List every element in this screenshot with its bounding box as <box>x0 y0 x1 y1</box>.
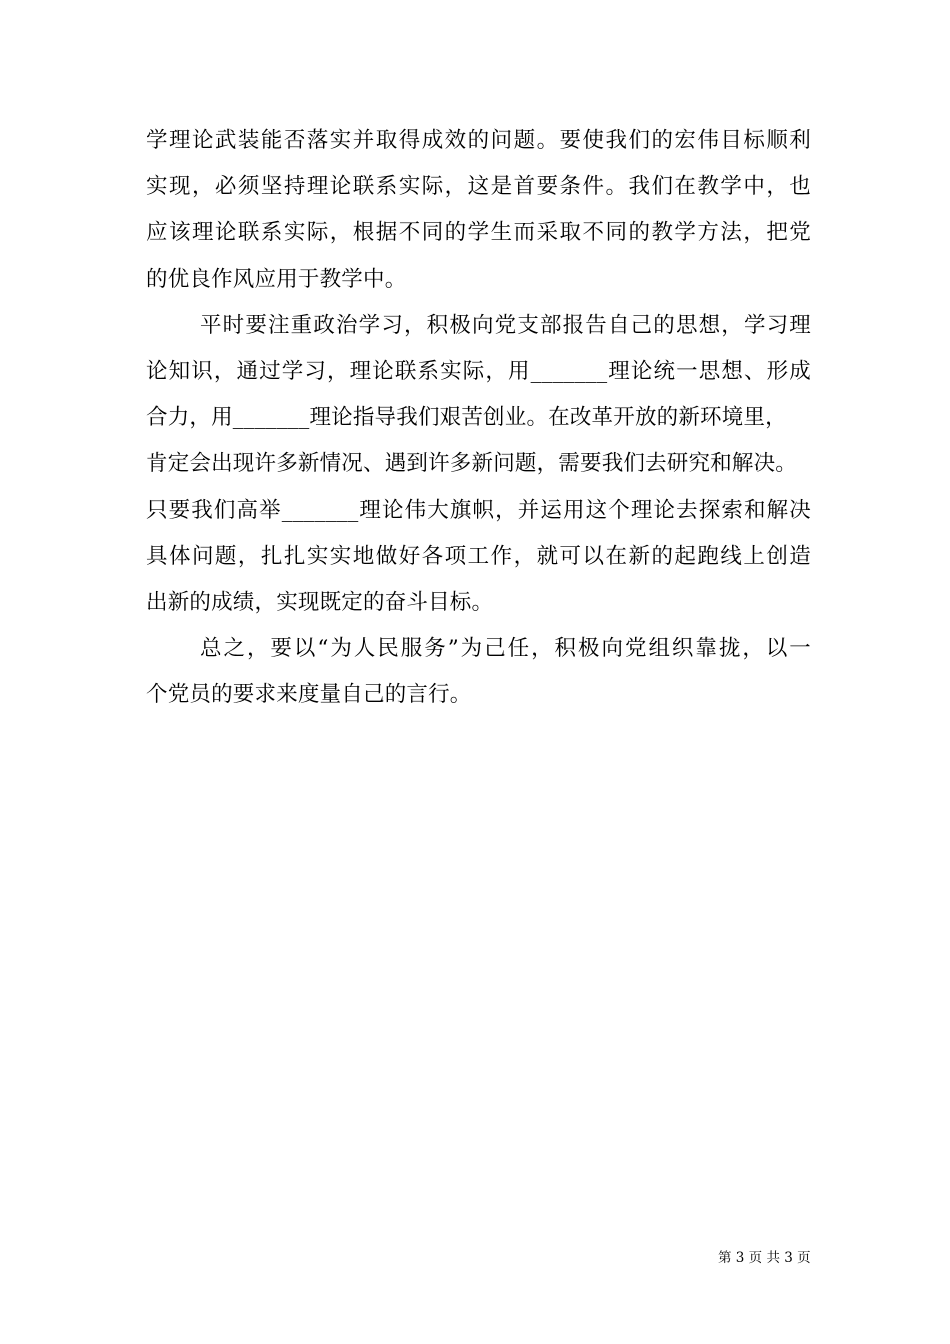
text-line: 学理论武装能否落实并取得成效的问题。要使我们的宏伟目标顺利 <box>146 128 811 153</box>
text-line: 应该理论联系实际，根据不同的学生而采取不同的教学方法，把党 <box>146 220 811 246</box>
text-line: 出新的成绩，实现既定的奋斗目标。 <box>146 589 494 615</box>
text-line: 肯定会出现许多新情况、遇到许多新问题，需要我们去研究和解决。 <box>146 451 798 477</box>
text-line: 只要我们高举_______理论伟大旗帜，并运用这个理论去探索和解决 <box>146 497 811 523</box>
text-line: 的优良作风应用于教学中。 <box>146 266 407 292</box>
text-line: 论知识，通过学习，理论联系实际，用_______理论统一思想、形成 <box>146 358 811 384</box>
text-line: 实现，必须坚持理论联系实际，这是首要条件。我们在教学中，也 <box>146 174 811 200</box>
paragraph-first-line: 平时要注重政治学习，积极向党支部报告自己的思想，学习理 <box>200 312 811 338</box>
text-line: 具体问题，扎扎实实地做好各项工作，就可以在新的起跑线上创造 <box>146 543 811 569</box>
text-line: 合力，用_______理论指导我们艰苦创业。在改革开放的新环境里， <box>146 405 787 431</box>
text-line: 个党员的要求来度量自己的言行。 <box>146 682 472 708</box>
document-body <box>146 118 811 718</box>
paragraph-first-line: 总之，要以“为人民服务”为己任，积极向党组织靠拢，以一 <box>200 636 811 662</box>
page-number: 第 3 页 共 3 页 <box>718 1250 811 1266</box>
